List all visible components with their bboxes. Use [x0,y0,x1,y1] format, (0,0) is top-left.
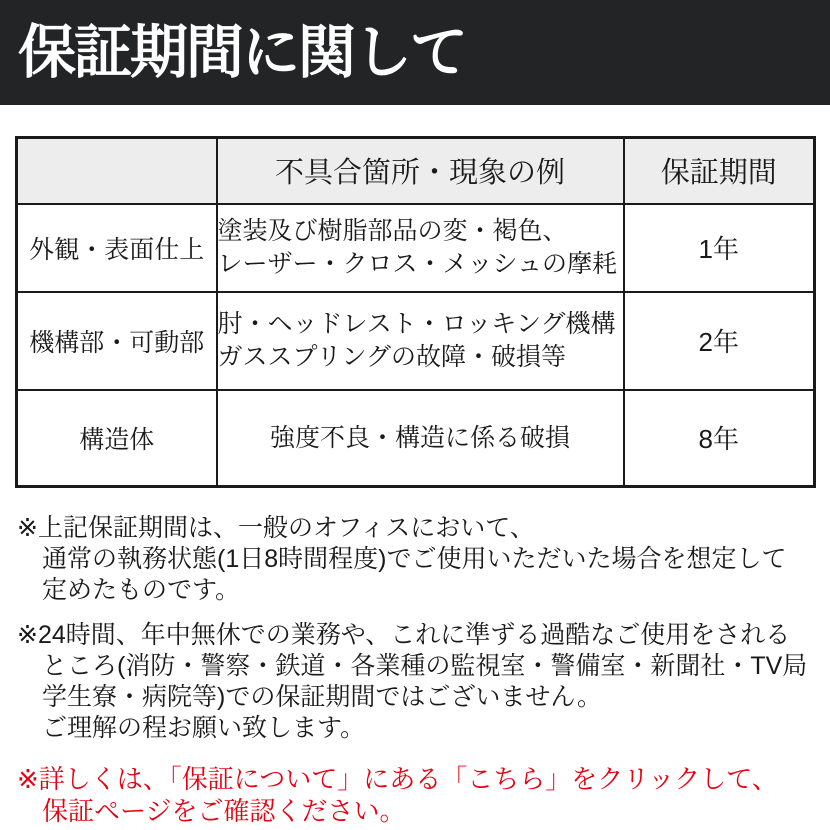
note-office-usage [17,513,816,606]
note-heavy-usage [17,620,816,744]
example-line: 塗装及び樹脂部品の変・褐色、 [217,217,568,245]
note-line: ※24時間、年中無休での業務や、これに準ずる過酷なご使用をされる [17,621,791,649]
table-row-structure [17,390,815,487]
header-cell-example: 不具合箇所・現象の例 [217,138,624,204]
example-line: ガススプリングの故障・破損等 [217,342,567,371]
category-cell: 機構部・可動部 [17,292,217,390]
note-line: ところ(消防・警察・鉄道・各業種の監視室・警備室・新聞社・TV局 [42,652,808,680]
note-line: ※詳しくは、「保証について」にある「こちら」をクリックして、 [17,764,778,794]
note-line: 定めたものです。 [42,576,241,604]
example-line: 肘・ヘッドレスト・ロッキング機構 [217,310,616,338]
table-header-row [17,138,815,204]
table-row-mechanism [17,292,815,390]
example-cell: 強度不良・構造に係る破損 [217,390,624,487]
period-cell: 8年 [624,390,815,487]
category-cell: 構造体 [17,390,217,487]
note-line: 通常の執務状態(1日8時間程度)でご使用いただいた場合を想定して [42,545,787,573]
header-cell-period: 保証期間 [624,138,815,204]
period-cell: 1年 [624,204,815,292]
category-cell: 外観・表面仕上 [17,204,217,292]
page-title: 保証期間に関して [18,19,467,85]
note-warranty-link [17,763,816,827]
period-cell: 2年 [624,292,815,390]
note-line: 学生寮・病院等)での保証期間ではございません。 [42,683,602,711]
example-line: レーザー・クロス・メッシュの摩耗 [217,249,618,278]
example-cell [217,204,624,292]
note-line: ※上記保証期間は、一般のオフィスにおいて、 [17,514,535,542]
note-line: 保証ページをご確認ください。 [42,796,406,826]
notes-section [17,513,816,827]
title-banner [0,0,830,105]
warranty-table [15,136,816,488]
note-line: ご理解の程お願い致します。 [42,714,366,742]
table-row-exterior [17,204,815,292]
header-cell-category [17,138,217,204]
example-cell [217,292,624,390]
